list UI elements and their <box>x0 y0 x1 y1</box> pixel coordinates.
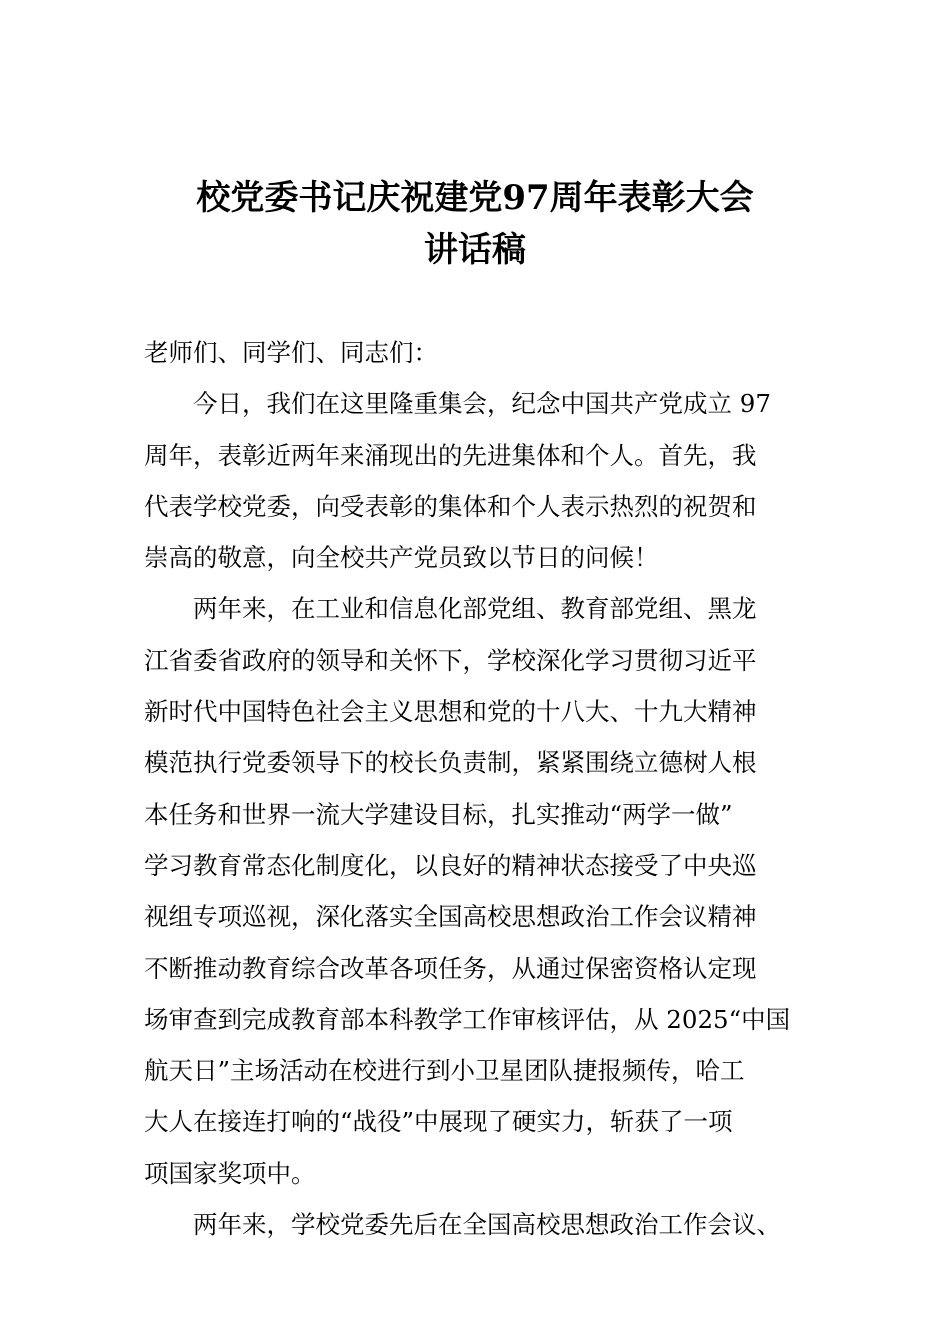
document-body <box>144 327 808 1250</box>
paragraph-line: 崇高的敬意，向全校共产党员致以节日的问候！ <box>144 543 659 573</box>
paragraph-line: 大人在接连打响的“战役”中展现了硬实力，斩获了一项 <box>144 1107 733 1137</box>
paragraph-line: 场审查到完成教育部本科教学工作审核评估，从 2025“中国 <box>144 1004 791 1034</box>
paragraph-line: 航天日”主场活动在校进行到小卫星团队捷报频传，哈工 <box>144 1056 745 1086</box>
document-title-line-1: 校党委书记庆祝建党97周年表彰大会 <box>196 178 754 218</box>
paragraph-line: 学习教育常态化制度化，以良好的精神状态接受了中央巡 <box>144 850 757 880</box>
paragraph-line: 本任务和世界一流大学建设目标，扎实推动“两学一做” <box>144 799 733 829</box>
paragraph-line: 今日，我们在这里隆重集会，纪念中国共产党成立 97 <box>193 389 771 419</box>
paragraph-3 <box>144 1199 808 1250</box>
paragraph-line: 两年来，学校党委先后在全国高校思想政治工作会议、 <box>193 1210 781 1240</box>
paragraph-line: 不断推动教育综合改革各项任务，从通过保密资格认定现 <box>144 953 757 983</box>
paragraph-line: 新时代中国特色社会主义思想和党的十八大、十九大精神 <box>144 697 757 727</box>
paragraph-line: 两年来，在工业和信息化部党组、教育部党组、黑龙 <box>193 594 757 624</box>
document-title-line-2: 讲话稿 <box>424 230 526 270</box>
paragraph-line: 视组专项巡视，深化落实全国高校思想政治工作会议精神 <box>144 902 757 932</box>
paragraph-2 <box>144 583 808 1199</box>
salutation: 老师们、同学们、同志们： <box>144 338 438 367</box>
paragraph-line: 项国家奖项中。 <box>144 1158 316 1188</box>
paragraph-1 <box>144 378 808 583</box>
paragraph-line: 代表学校党委，向受表彰的集体和个人表示热烈的祝贺和 <box>144 491 757 521</box>
paragraph-line: 江省委省政府的领导和关怀下，学校深化学习贯彻习近平 <box>144 645 757 675</box>
paragraph-line: 模范执行党委领导下的校长负责制，紧紧围绕立德树人根 <box>144 748 757 778</box>
paragraph-line: 周年，表彰近两年来涌现出的先进集体和个人。首先，我 <box>144 440 757 470</box>
